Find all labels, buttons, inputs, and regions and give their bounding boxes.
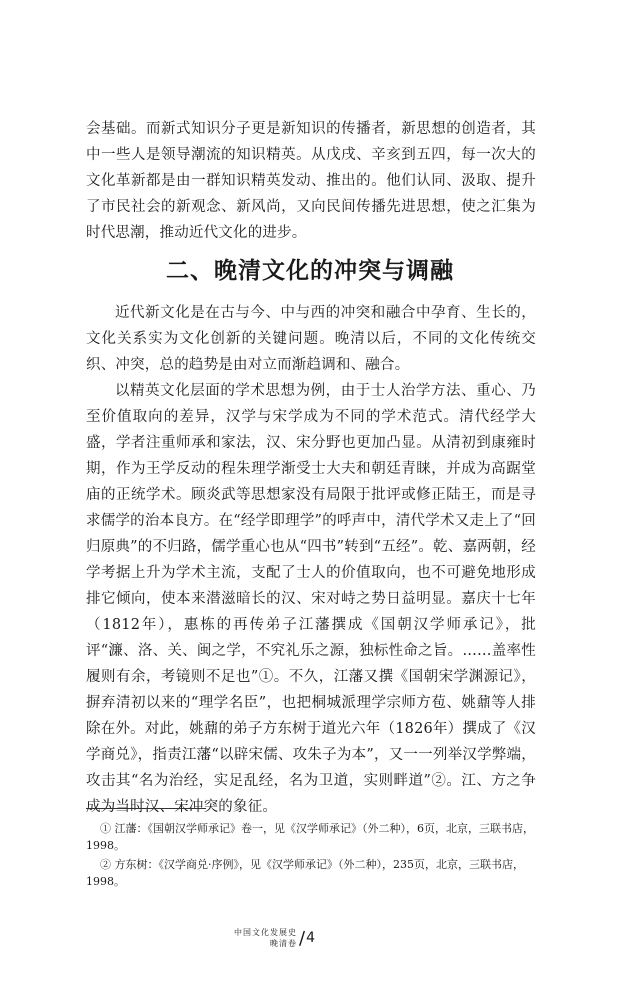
body-paragraph-3: 以精英文化层面的学术思想为例，由于士人治学方法、重心、乃至价值取向的差异，汉学与宋学成为不同的学术范式。清代经学大盛，学者注重师承和家法，汉、宋分野也更加凸显。从清初到康雍时期，作为王学反动的程朱理学渐受士大夫和朝廷青睐，并成为高踞堂庙的正统学术。顾炎武等思想家没有局限于批评或修正陆王，而是寻求儒学的治本良方。在“经学即理学”的呼声中，清代学术又走上了“回归原典”的不归路，儒学重心也从“四书”转到“五经”。乾、嘉两朝，经学考据上升为学术主流，支配了士人的价值取向，也不可避免地形成排它倾向，使本来潜滋暗长的汉、宋对峙之势日益明显。嘉庆十七年（1812年），惠栋的再传弟子江藩撰成《国朝汉学师承记》，批评“濂、洛、关、闽之学，不究礼乐之源，独标性命之旨。……盖率性履则有余，考镜则不足也”①。不久，江藩又撰《国朝宋学渊源记》，摒弃清初以来的“理学名臣”，也把桐城派理学宗师方苞、姚鼐等人排除在外。对此，姚鼐的弟子方东树于道光六年（1826年）撰成了《汉学商兑》，指责江藩“以辟宋儒、攻朱子为本”，又一一列举汉学弊端，攻击其“名为治经，实足乱经，名为卫道，实则畔道”②。江、方之争成为当时汉、宋冲突的象征。	[86, 383, 536, 815]
body-paragraph-1: 会基础。而新式知识分子更是新知识的传播者，新思想的创造者，其中一些人是领导潮流的知识精英。从戊戌、辛亥到五四，每一次大的文化革新都是由一群知识精英发动、推出的。他们认同、汲取、提升了市民社会的新观念、新风尚，又向民间传播先进思想，使之汇集为时代思潮，推动近代文化的进步。	[86, 121, 536, 241]
footer-separator: /	[299, 927, 306, 949]
footnote-2: ② 方东树：《汉学商兑·序例》，见《汉学师承记》（外二种），235页，北京，三联书店，1998。	[86, 858, 524, 888]
running-title	[234, 927, 297, 949]
volume-title: 晚清卷	[270, 939, 297, 948]
footnotes	[86, 820, 536, 892]
footnote-1: ① 江藩：《国朝汉学师承记》卷一，见《汉学师承记》（外二种），6页，北京，三联书店，1998。	[86, 822, 534, 852]
book-title: 中国文化发展史	[234, 928, 297, 937]
section-heading: 二、晚清文化的冲突与调融	[166, 258, 454, 284]
footnote-divider	[86, 808, 206, 809]
page-footer	[234, 927, 315, 949]
body-paragraph-2: 近代新文化是在古与今、中与西的冲突和融合中孕育、生长的，文化关系实为文化创新的关键问题。晚清以后，不同的文化传统交织、冲突，总的趋势是由对立而渐趋调和、融合。	[86, 305, 536, 373]
page-number: 4	[306, 930, 315, 946]
